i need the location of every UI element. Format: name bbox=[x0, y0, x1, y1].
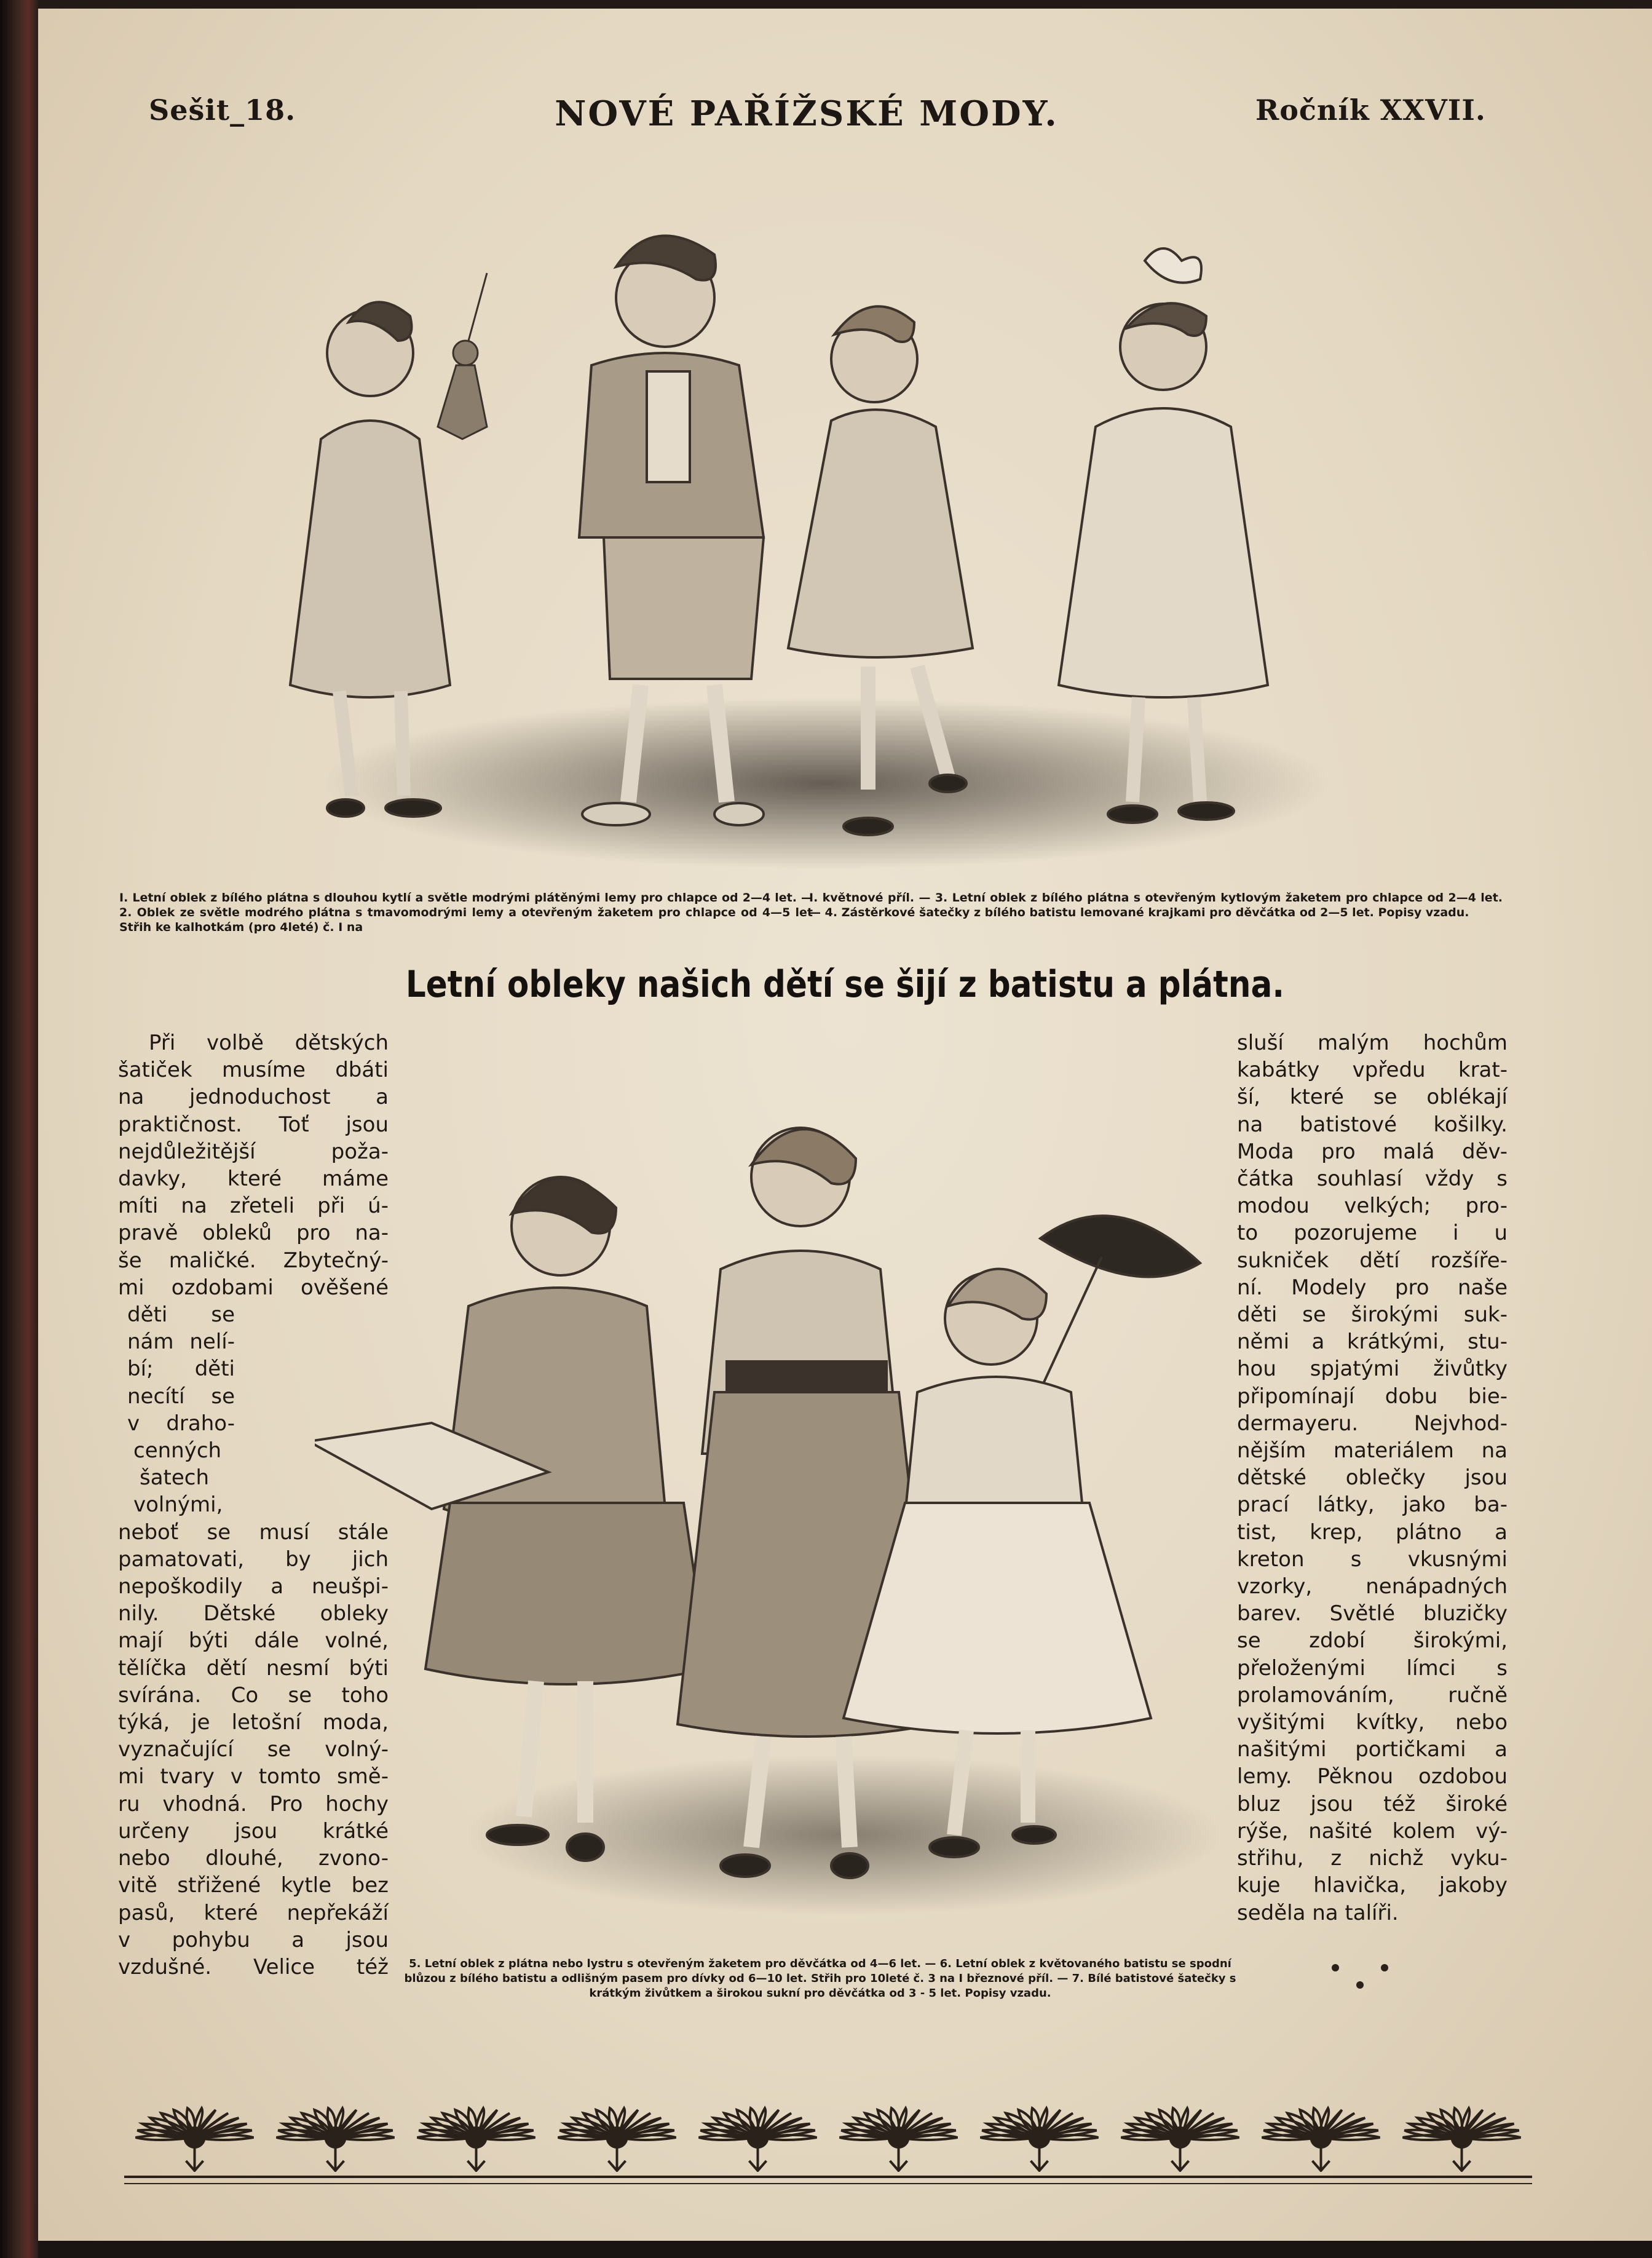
text-line: šatech bbox=[140, 1465, 210, 1491]
issue-number: Sešit_18. bbox=[149, 93, 296, 127]
text-line: tist, krep, plátno a bbox=[1237, 1519, 1508, 1545]
text-line: nebo dlouhé, zvono- bbox=[118, 1846, 389, 1871]
article-text-right-column bbox=[1237, 1029, 1508, 1927]
text-line: kuje hlavička, jakoby bbox=[1237, 1873, 1508, 1898]
daisy-ornament bbox=[699, 2108, 817, 2171]
text-line: míti na zřeteli při ú- bbox=[118, 1194, 389, 1219]
text-line: čátka souhlasí vždy s bbox=[1237, 1167, 1508, 1192]
text-line: to pozorujeme i u bbox=[1237, 1221, 1508, 1246]
text-line: v draho- bbox=[127, 1411, 235, 1436]
text-line: dermayeru. Nejvhod- bbox=[1237, 1411, 1508, 1436]
text-line: šatiček musíme dbáti bbox=[118, 1058, 389, 1083]
text-line: ní. Modely pro naše bbox=[1237, 1275, 1508, 1300]
section-end-asterisks bbox=[1298, 1958, 1421, 1995]
text-line: bluz jsou též široké bbox=[1237, 1791, 1508, 1816]
text-line: Moda pro malá děv- bbox=[1237, 1139, 1508, 1164]
daisy-ornament bbox=[1121, 2108, 1239, 2171]
text-line: neboť se musí stále bbox=[118, 1519, 389, 1545]
top-illustration-four-children bbox=[223, 193, 1428, 888]
top-page-edge bbox=[38, 0, 1652, 9]
text-line: na batistové košilky. bbox=[1237, 1112, 1508, 1137]
text-line: svírána. Co se toho bbox=[118, 1682, 389, 1708]
daisy-ornament bbox=[417, 2108, 536, 2171]
text-line: našitými portičkami a bbox=[1237, 1737, 1508, 1762]
text-line: mají býti dále volné, bbox=[118, 1628, 389, 1654]
daisy-ornament bbox=[1262, 2108, 1380, 2171]
text-line: děti se širokými suk- bbox=[1237, 1302, 1508, 1328]
caption-bottom: 5. Letní oblek z plátna nebo lystru s otevřeným žaketem pro děvčátka od 4—6 let. — 6. Letní oblek z květovaného batistu se spodní blůzou z bílého batistu a odlišným pasem pro dívky od 6—10 let. Střih pro 10leté č. 3 na I březnové příl. — 7. Bílé batistové šatečky s krátkým živůtkem a širokou sukní pro děvčátka od 3 - 5 let. Popisy vzadu. bbox=[404, 1957, 1236, 2000]
bottom-rule bbox=[124, 2176, 1532, 2178]
magazine-page bbox=[38, 9, 1652, 2241]
text-line: necítí se bbox=[127, 1384, 235, 1409]
daisy-ornament bbox=[277, 2108, 395, 2171]
text-line: připomínají dobu bie- bbox=[1237, 1384, 1508, 1409]
text-line: kabátky vpředu krat- bbox=[1237, 1058, 1508, 1083]
daisy-ornament bbox=[558, 2108, 676, 2171]
text-line: nily. Dětské obleky bbox=[118, 1601, 389, 1626]
text-line: lemy. Pěknou ozdobou bbox=[1237, 1764, 1508, 1789]
magazine-title: NOVÉ PAŘÍŽSKÉ MODY. bbox=[555, 93, 1059, 134]
text-line: dětské oblečky jsou bbox=[1237, 1465, 1508, 1491]
text-line: sluší malým hochům bbox=[1237, 1031, 1508, 1055]
text-line: cenných bbox=[133, 1438, 222, 1464]
text-line: ší, které se oblékají bbox=[1237, 1085, 1508, 1110]
text-line: pamatovati, by jich bbox=[118, 1547, 389, 1572]
text-line: na jednoduchost a bbox=[118, 1085, 389, 1110]
text-line: přeloženými límci s bbox=[1237, 1655, 1508, 1681]
text-line: modou velkých; pro- bbox=[1237, 1194, 1508, 1219]
text-line: nějším materiálem na bbox=[1237, 1438, 1508, 1464]
volume-number: Ročník XXVII. bbox=[1255, 93, 1486, 127]
bottom-illustration-three-girls bbox=[315, 1072, 1243, 1933]
text-line: mi ozdobami ověšené bbox=[118, 1275, 389, 1300]
text-line: pravě obleků pro na- bbox=[118, 1221, 389, 1246]
text-line: děti se bbox=[127, 1302, 235, 1328]
daisy-ornament bbox=[1403, 2108, 1521, 2171]
text-line: v pohybu a jsou bbox=[118, 1927, 389, 1952]
daisy-ornament bbox=[981, 2108, 1099, 2171]
text-line: barev. Světlé bluzičky bbox=[1237, 1601, 1508, 1626]
text-line: vzorky, nenápadných bbox=[1237, 1574, 1508, 1599]
text-line: Při volbě dětských bbox=[149, 1031, 389, 1055]
daisy-ornament bbox=[840, 2108, 958, 2171]
text-line: še maličké. Zbytečný- bbox=[118, 1248, 389, 1273]
text-line: střihu, z nichž vyku- bbox=[1237, 1846, 1508, 1871]
text-line: nejdůležitější poža- bbox=[118, 1139, 389, 1164]
text-line: prací látky, jako ba- bbox=[1237, 1492, 1508, 1518]
text-line: ru vhodná. Pro hochy bbox=[118, 1791, 389, 1816]
text-line: se zdobí širokými, bbox=[1237, 1628, 1508, 1654]
text-line: sukniček dětí rozšíře- bbox=[1237, 1248, 1508, 1273]
text-line: kreton s vkusnými bbox=[1237, 1547, 1508, 1572]
text-line: němi a krátkými, stu- bbox=[1237, 1329, 1508, 1355]
decorative-daisy-border bbox=[124, 2099, 1532, 2172]
text-line: praktičnost. Toť jsou bbox=[118, 1112, 389, 1137]
text-line: rýše, našité kolem vý- bbox=[1237, 1818, 1508, 1844]
daisy-ornament bbox=[136, 2108, 254, 2171]
caption-top-right: I. květnové příl. — 3. Letní oblek z bílého plátna s otevřeným kytlovým žaketem pro chlapce od 2—4 let. — 4. Zástěrkové šatečky z bílého batistu lemované krajkami pro děvčátka od 2—5 let. Popisy vzadu. bbox=[809, 891, 1503, 919]
text-line: pasů, které nepřekáží bbox=[118, 1900, 389, 1925]
text-line: tělíčka dětí nesmí býti bbox=[118, 1655, 389, 1681]
text-line: bí; děti bbox=[127, 1357, 235, 1382]
book-binding-edge bbox=[0, 0, 38, 2258]
text-line: vzdušné. Velice též bbox=[118, 1954, 389, 1979]
caption-top-left: I. Letní oblek z bílého plátna s dlouhou kytlí a světle modrými plátěnými lemy pro chlapce od 2—4 let. — 2. Oblek ze světle modrého plátna s tmavomodrými lemy a otevřeným žaketem pro chlapce od 4—5 let Střih ke kalhotkám (pro 4leté) č. I na bbox=[119, 891, 813, 934]
text-line: nepoškodily a neušpi- bbox=[118, 1574, 389, 1599]
bottom-rule bbox=[124, 2183, 1532, 2184]
text-line: seděla na talíři. bbox=[1237, 1900, 1399, 1925]
text-line: vyšitými kvítky, nebo bbox=[1237, 1710, 1508, 1735]
text-line: týká, je letošní moda, bbox=[118, 1710, 389, 1735]
text-line: mi tvary v tomto smě- bbox=[118, 1764, 389, 1789]
article-headline: Letní obleky našich dětí se šijí z batistu a plátna. bbox=[405, 963, 1284, 1006]
text-line: hou spjatými živůtky bbox=[1237, 1357, 1508, 1382]
text-line: nám nelí- bbox=[127, 1329, 235, 1355]
text-line: volnými, bbox=[133, 1492, 223, 1518]
text-line: vyznačující se volný- bbox=[118, 1737, 389, 1762]
text-line: určeny jsou krátké bbox=[118, 1818, 389, 1844]
text-line: prolamováním, ručně bbox=[1237, 1682, 1508, 1708]
text-line: vitě střižené kytle bez bbox=[118, 1873, 389, 1898]
text-line: davky, které máme bbox=[118, 1167, 389, 1192]
